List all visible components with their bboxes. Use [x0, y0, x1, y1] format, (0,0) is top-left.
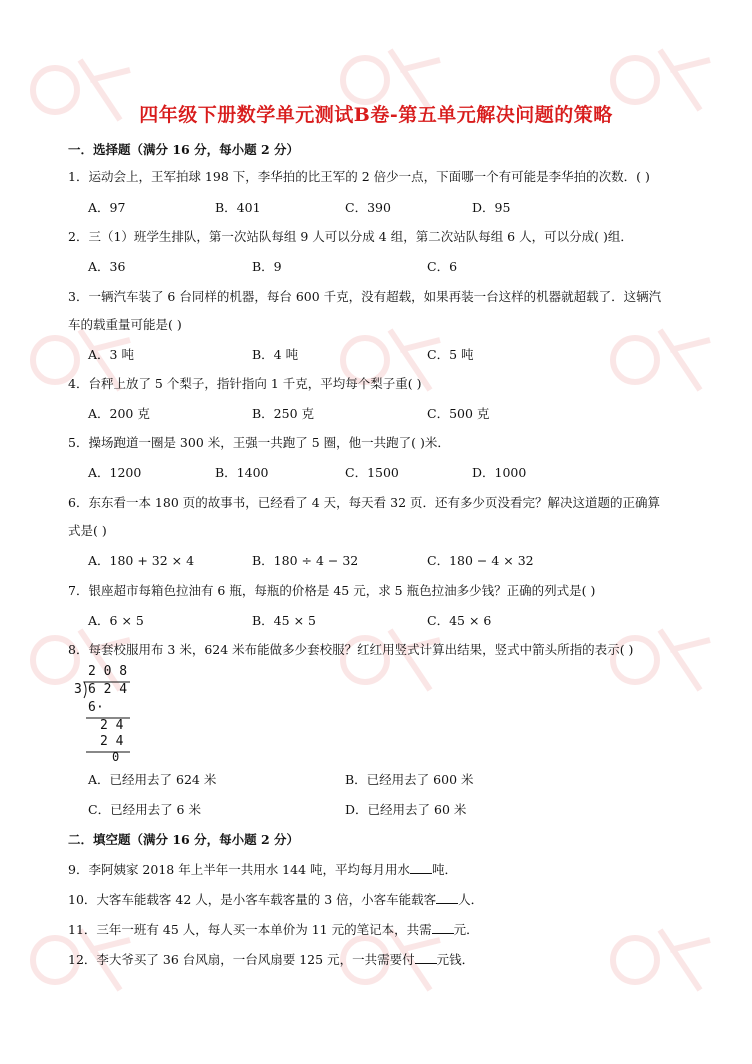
division-step-1: 6 [88, 700, 96, 715]
option-c: C．390 [345, 200, 391, 215]
question-number: 6． [68, 495, 89, 510]
question-text: 式是 [68, 523, 94, 538]
question-number: 4． [68, 376, 89, 391]
option-a: A．200 克 [88, 406, 150, 421]
option-d: D．95 [472, 200, 511, 215]
question-number: 11． [68, 922, 97, 937]
question-text: 李大爷买了 36 台风扇，一台风扇要 125 元，一共需要付 [96, 952, 415, 967]
option-c: C．6 [427, 259, 458, 274]
answer-paren: ( ) [93, 523, 107, 538]
question-text: 每套校服用布 3 米，624 米布能做多少套校服？红红用竖式计算出结果，竖式中箭头所指的表示 [88, 642, 620, 657]
answer-paren: ( ) [619, 642, 634, 657]
option-c: C．5 吨 [427, 347, 474, 362]
section-heading-fill: 二．填空题（满分 16 分，每小题 2 分） [68, 832, 300, 847]
division-divisor: 3 [74, 682, 82, 697]
question-11 [68, 920, 479, 938]
division-step-2: 2 4 [100, 718, 124, 733]
question-text: 一辆汽车装了 6 台同样的机器，每台 600 千克，没有超载，如果再装一台这样的机器就超载了．这辆汽 [88, 289, 662, 304]
question-number: 7． [68, 583, 89, 598]
option-a: A．已经用去了 624 米 [88, 772, 217, 787]
question-number: 10． [68, 892, 97, 907]
question-number: 9． [68, 862, 89, 877]
question-number: 5． [68, 435, 89, 450]
question-tail: 元钱． [436, 952, 475, 967]
option-c: C．180 − 4 × 32 [427, 553, 534, 568]
question-8 [68, 640, 633, 658]
question-6 [68, 493, 660, 511]
question-number: 3． [68, 289, 89, 304]
option-d: D．1000 [472, 465, 527, 480]
division-step-3: 2 4 [100, 734, 124, 749]
question-text: 东东看一本 180 页的故事书，已经看了 4 天，每天看 32 页．还有多少页没看完？解决这道题的正确算 [88, 495, 661, 510]
question-text: 三年一班有 45 人，每人买一本单价为 11 元的笔记本，共需 [96, 922, 432, 937]
option-c: C．1500 [345, 465, 399, 480]
division-dividend: 6 2 4 [88, 682, 128, 697]
answer-paren: ( ) [411, 435, 425, 450]
option-b: B．180 ÷ 4 − 32 [252, 553, 359, 568]
question-tail: 组． [607, 229, 633, 244]
question-text: 台秤上放了 5 个梨子，指针指向 1 千克，平均每个梨子重 [88, 376, 408, 391]
answer-blank[interactable] [410, 861, 432, 874]
question-10 [68, 890, 483, 908]
question-5 [68, 433, 450, 451]
question-text: 运动会上，王军拍球 198 下，李华拍的比王军的 2 倍少一点，下面哪一个有可能是李华拍的次数． [88, 169, 637, 184]
question-tail: 人． [458, 892, 484, 907]
option-d: D．已经用去了 60 米 [345, 802, 467, 817]
answer-paren: ( ) [581, 583, 596, 598]
question-text: 李阿姨家 2018 年上半年一共用水 144 吨，平均每月用水 [88, 862, 411, 877]
answer-paren: ( ) [407, 376, 422, 391]
question-text: 大客车能载客 42 人，是小客车载客量的 3 倍，小客车能载客 [96, 892, 437, 907]
section-heading-choice: 一．选择题（满分 16 分，每小题 2 分） [68, 142, 300, 157]
option-a: A．3 吨 [88, 347, 134, 362]
option-a: A．36 [88, 259, 126, 274]
answer-paren: ( ) [594, 229, 608, 244]
question-text: 银座超市每箱色拉油有 6 瓶，每瓶的价格是 45 元，求 5 瓶色拉油多少钱？正确的列式是 [88, 583, 582, 598]
question-number: 2． [68, 229, 89, 244]
question-text: 车的载重量可能是 [68, 317, 169, 332]
question-number: 8． [68, 642, 89, 657]
question-number: 1． [68, 169, 89, 184]
division-remainder: 0 [112, 750, 120, 764]
question-2 [68, 227, 633, 245]
question-4 [68, 374, 422, 392]
option-c: C．500 克 [427, 406, 490, 421]
option-c: C．45 × 6 [427, 613, 492, 628]
question-tail: 元． [453, 922, 479, 937]
question-3-continued [68, 315, 182, 333]
option-b: B．4 吨 [252, 347, 299, 362]
answer-paren: ( ) [168, 317, 182, 332]
option-a: A．1200 [88, 465, 142, 480]
arrow-pointer: · [96, 700, 104, 715]
question-9 [68, 860, 457, 878]
question-number: 12． [68, 952, 97, 967]
page-title: 四年级下册数学单元测试B卷-第五单元解决问题的策略 [139, 104, 613, 126]
answer-blank[interactable] [415, 951, 437, 964]
option-b: B．45 × 5 [252, 613, 316, 628]
option-c: C．已经用去了 6 米 [88, 802, 201, 817]
answer-paren: ( ) [636, 169, 650, 184]
question-1 [68, 167, 650, 185]
option-a: A．6 × 5 [88, 613, 144, 628]
option-a: A．97 [88, 200, 126, 215]
question-text: 三（1）班学生排队，第一次站队每组 9 人可以分成 4 组，第二次站队每组 6 人，可以分成 [88, 229, 595, 244]
answer-blank[interactable] [436, 891, 458, 904]
question-tail: 米． [424, 435, 450, 450]
question-tail: 吨． [432, 862, 458, 877]
question-3 [68, 287, 661, 305]
division-quotient: 2 0 8 [88, 664, 128, 679]
question-6-continued [68, 521, 107, 539]
option-b: B．9 [252, 259, 282, 274]
answer-blank[interactable] [432, 921, 454, 934]
question-text: 操场跑道一圈是 300 米，王强一共跑了 5 圈，他一共跑了 [88, 435, 412, 450]
question-7 [68, 581, 595, 599]
long-division [68, 664, 138, 764]
option-b: B．250 克 [252, 406, 315, 421]
question-12 [68, 950, 474, 968]
option-b: B．已经用去了 600 米 [345, 772, 474, 787]
option-b: B．1400 [215, 465, 269, 480]
option-b: B．401 [215, 200, 261, 215]
option-a: A．180 + 32 × 4 [88, 553, 195, 568]
